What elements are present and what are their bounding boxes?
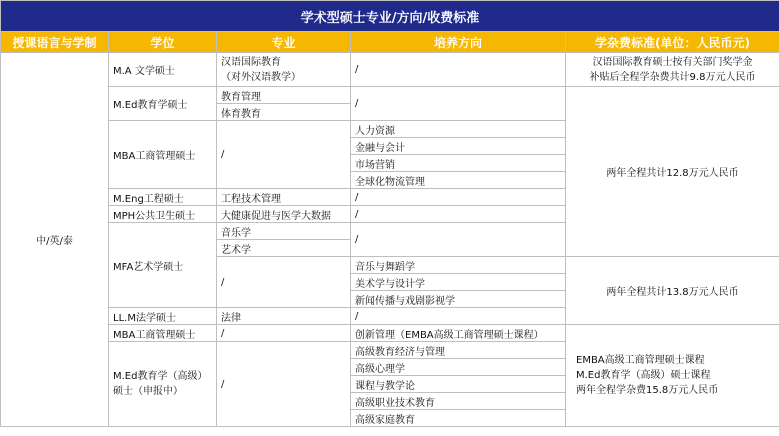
header-fee: 学杂费标准(单位：人民币元) [566, 32, 779, 53]
direction-cell: 创新管理（EMBA高级工商管理硕士课程） [351, 325, 566, 342]
header-major: 专业 [217, 32, 351, 53]
degree-cell: MPH公共卫生硕士 [109, 206, 217, 223]
direction-cell: 金融与会计 [351, 138, 566, 155]
degree-cell: MFA艺术学硕士 [109, 223, 217, 308]
table-row [1, 87, 779, 104]
direction-cell: / [351, 223, 566, 257]
fee-line: EMBA高级工商管理硕士课程 [576, 355, 705, 366]
major-cell: 法律 [217, 308, 351, 325]
major-cell: / [217, 257, 351, 308]
fee-line: 汉语国际教育硕士按有关部门奖学金 [592, 56, 753, 68]
header-language: 授课语言与学制 [1, 32, 109, 53]
major-cell: 体育教育 [217, 104, 351, 121]
degree-cell: MBA工商管理硕士 [109, 325, 217, 342]
degree-line: M.Ed教育学（高级） [113, 371, 208, 382]
major-line: 汉语国际教育 [221, 56, 281, 68]
degree-cell: MBA工商管理硕士 [109, 121, 217, 189]
degree-cell: M.A 文学硕士 [109, 53, 217, 87]
degree-cell: M.Eng工程硕士 [109, 189, 217, 206]
fee-cell: 两年全程共计12.8万元人民币 [566, 87, 779, 257]
major-cell: 大健康促进与医学大数据 [217, 206, 351, 223]
major-cell: / [217, 121, 351, 189]
header-row [1, 32, 779, 53]
fee-line: 两年全程学杂费15.8万元人民币 [576, 385, 719, 396]
degree-cell: LL.M法学硕士 [109, 308, 217, 325]
direction-cell: / [351, 87, 566, 121]
degree-cell: M.Ed教育学硕士 [109, 87, 217, 121]
major-cell: 音乐学 [217, 223, 351, 240]
major-cell [217, 53, 351, 87]
direction-cell: 高级家庭教育 [351, 410, 566, 427]
direction-cell: 美术学与设计学 [351, 274, 566, 291]
direction-cell: 高级职业技术教育 [351, 393, 566, 410]
fee-cell: 两年全程共计13.8万元人民币 [566, 257, 779, 325]
degree-cell [109, 342, 217, 427]
language-cell: 中/英/泰 [1, 53, 109, 427]
major-cell: / [217, 325, 351, 342]
direction-cell: 全球化物流管理 [351, 172, 566, 189]
direction-cell: / [351, 308, 566, 325]
direction-cell: / [351, 53, 566, 87]
major-cell: / [217, 342, 351, 427]
direction-cell: 新闻传播与戏剧影视学 [351, 291, 566, 308]
major-cell: 教育管理 [217, 87, 351, 104]
table-row [1, 325, 779, 342]
fee-cell [566, 325, 779, 427]
table-title: 学术型硕士专业/方向/收费标准 [1, 1, 779, 32]
direction-cell: / [351, 206, 566, 223]
fee-line: 补贴后全程学杂费共计9.8万元人民币 [589, 71, 756, 83]
direction-cell: 音乐与舞蹈学 [351, 257, 566, 274]
direction-cell: 高级教育经济与管理 [351, 342, 566, 359]
fee-line: M.Ed教育学（高级）硕士课程 [576, 370, 711, 381]
direction-cell: 人力资源 [351, 121, 566, 138]
major-line: （对外汉语教学） [221, 71, 301, 83]
fee-cell [566, 53, 779, 87]
header-direction: 培养方向 [351, 32, 566, 53]
direction-cell: 课程与教学论 [351, 376, 566, 393]
direction-cell: / [351, 189, 566, 206]
major-cell: 艺术学 [217, 240, 351, 257]
major-cell: 工程技术管理 [217, 189, 351, 206]
table-title-row [1, 1, 779, 32]
degree-line: 硕士（申报中） [113, 386, 183, 397]
direction-cell: 高级心理学 [351, 359, 566, 376]
header-degree: 学位 [109, 32, 217, 53]
direction-cell: 市场营销 [351, 155, 566, 172]
